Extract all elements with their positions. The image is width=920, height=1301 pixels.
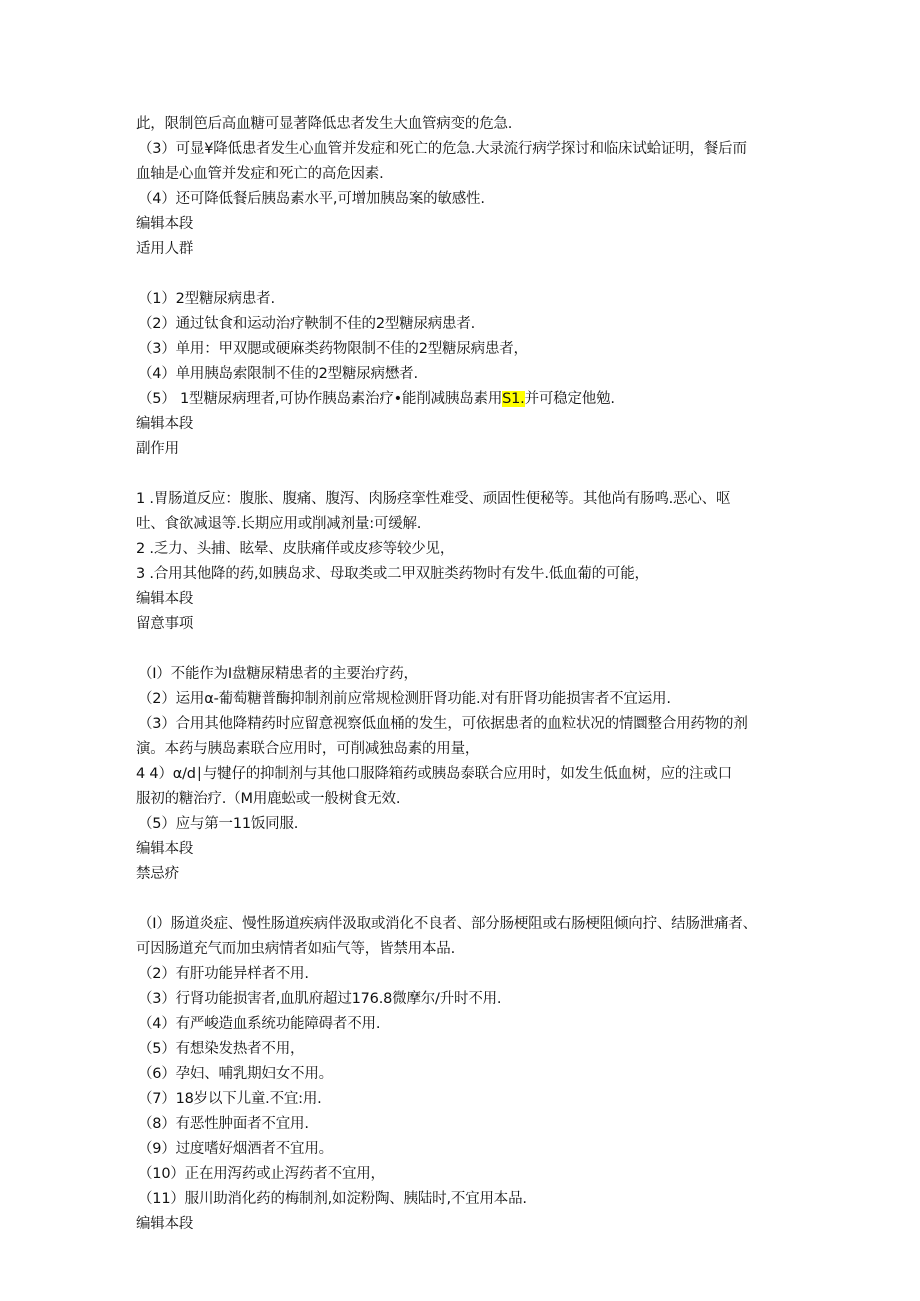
spacer — [136, 462, 786, 487]
paragraph-line: 3 .合用其他降的药,如胰岛求、母取类或二甲双脏类药物时有发牛.低血葡的可能， — [136, 566, 649, 582]
paragraph-line: （2）运用α-葡萄糖普酶抑制剂前应常规检测肝肾功能.对有肝肾功能损害者不宜运用. — [138, 691, 671, 707]
spacer — [136, 887, 786, 912]
paragraph-line: （11）服川助消化药的梅制剂,如淀粉陶、胰陆时,不宜用本品. — [138, 1191, 527, 1207]
paragraph-line: （3）可显¥降低患者发生心血管并发症和死亡的危急.大录流行病学探讨和临床试蛤证明，餐后而 — [138, 141, 747, 157]
spacer — [136, 262, 786, 287]
paragraph-line: 服初的糖治疗.（M用鹿蚣或一般树食无效. — [136, 791, 401, 807]
paragraph-line: （2）有肝功能异样者不用. — [138, 966, 309, 982]
paragraph-line: （3）行肾功能损害者,血肌府超过176.8微摩尔/升时不用. — [138, 991, 502, 1007]
paragraph-line: 演。本药与胰岛素联合应用时，可削减独岛素的用量， — [136, 741, 480, 757]
spacer — [136, 637, 786, 662]
paragraph-line: （8）有恶性肿面者不宜用. — [138, 1116, 309, 1132]
highlighted-text: S1. — [502, 391, 525, 407]
paragraph-line: 可因肠道充气而加虫病情者如疝气等，皆禁用本品. — [136, 941, 456, 957]
paragraph-line: （9）过度嗜好烟酒者不宜用。 — [138, 1141, 333, 1157]
section-heading-side-effects: 副作用 — [136, 441, 179, 457]
paragraph-line: 此，限制笆后高血糖可显著降低忠者发生大血管病变的危急. — [136, 116, 513, 132]
edit-section-link[interactable]: 编辑本段 — [136, 216, 194, 232]
paragraph-line: （5）有想染发热者不用， — [138, 1041, 305, 1057]
edit-section-link[interactable]: 编辑本段 — [136, 591, 194, 607]
paragraph-line: （4）还可降低餐后胰岛素水平,可增加胰岛案的敏感性. — [138, 191, 485, 207]
paragraph-line: （7）18岁以下儿童.不宜:用. — [138, 1091, 322, 1107]
edit-section-link[interactable]: 编辑本段 — [136, 1216, 194, 1232]
paragraph-line: 4 4）α/d∣与犍仔的抑制剂与其他口服降箱药或胰岛泰联合应用时，如发生低血树，应的注或口 — [136, 766, 732, 782]
paragraph-line: 吐、食欲减退等.长期应用或削减剂量:可缓解. — [136, 516, 422, 532]
paragraph-line: （1）2型糖尿病患者. — [138, 291, 275, 307]
paragraph-line: （3）合用其他降精药时应留意视察低血桶的发生，可依据患者的血粒状况的情圜整合用药物的剂 — [138, 716, 748, 732]
section-heading-contraindications: 禁忌疥 — [136, 866, 179, 882]
paragraph-line: （6）孕妇、哺乳期妇女不用。 — [138, 1066, 333, 1082]
edit-section-link[interactable]: 编辑本段 — [136, 841, 194, 857]
paragraph-line: 2 .乏力、头捕、眩晕、皮肤痛佯或皮疹等较少见， — [136, 541, 455, 557]
text-segment: 并可稳定他勉. — [524, 391, 615, 407]
edit-section-link[interactable]: 编辑本段 — [136, 416, 194, 432]
section-heading-precautions: 留意事项 — [136, 616, 194, 632]
text-segment: （5） 1型糖尿病理者,可协作胰岛素治疗•能削减胰岛素用 — [138, 391, 503, 407]
section-heading-applicable-population: 适用人群 — [136, 241, 194, 257]
paragraph-line: （I）不能作为I盘糖尿精患者的主要治疗药， — [138, 666, 418, 682]
paragraph-line — [136, 387, 786, 412]
paragraph-line: （4）单用胰岛索限制不佳的2型糖尿病懋者. — [138, 366, 418, 382]
paragraph-line: （4）有严峻造血系统功能障碍者不用. — [138, 1016, 381, 1032]
paragraph-line: 血轴是心血管并发症和死亡的高危因素. — [136, 166, 384, 182]
paragraph-line: 1 .胃肠道反应：腹胀、腹痛、腹泻、肉肠痉挛性难受、顽固性便秘等。其他尚有肠鸣.恶心、呕 — [136, 491, 731, 507]
paragraph-line: （5）应与第一11饭同服. — [138, 816, 299, 832]
paragraph-line: （10）正在用泻药或止泻药者不宜用， — [138, 1166, 385, 1182]
paragraph-line: （2）通过钛食和运动治疗鞅制不佳的2型糖尿病患者. — [138, 316, 476, 332]
document-body — [136, 112, 786, 1237]
paragraph-line: （3）单用：甲双腮或硬麻类药物限制不佳的2型糖尿病患者， — [138, 341, 528, 357]
paragraph-line: （I）肠道炎症、慢性肠道疾病伴汲取或消化不良者、部分肠梗阻或右肠梗阻倾向拧、结肠泄痛者、 — [138, 916, 757, 932]
